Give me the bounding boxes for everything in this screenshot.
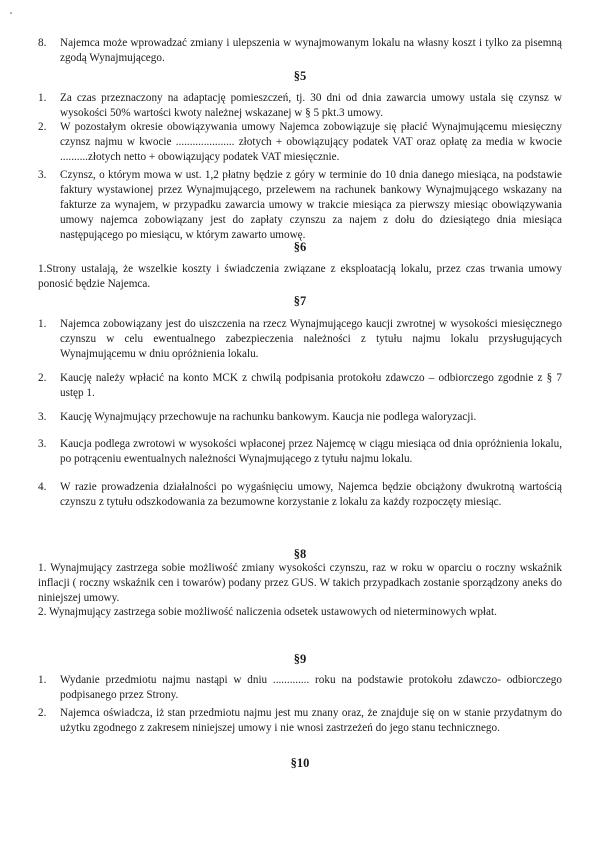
clause-text: Najemca oświadcza, iż stan przedmiotu najmu jest mu znany oraz, że znajduje się on w stanie przydatnym do użytku zgodnego z zakresem niniejszej umowy i nie wnosi zastrzeżeń do jego stanu technicznego. (60, 707, 562, 734)
section-heading-6: §6 (293, 240, 307, 254)
clause-number: 2. (38, 121, 47, 133)
clause-8-1: 1. Wynajmujący zastrzega sobie możliwość zmiany wysokości czynszu, raz w roku w oparciu o roczny wskaźnik inflacji ( roczny wskaźnik cen i towarów) podany przez GUS. W takich przypadkach zostanie sporządzony aneks do niniejszej umowy. (38, 562, 562, 604)
clause-text: Czynsz, o którym mowa w ust. 1,2 płatny będzie z góry w terminie do 10 dnia danego miesiąca, na podstawie faktury wystawionej przez Wynajmującego, przelewem na rachunek bankowy Wynajmującego wskazany na fakturze za wynajem, w przypadku zawarcia umowy w trakcie miesiąca za pierwszy miesiąc obowiązywania umowy najemca zobowiązany jest do zapłaty czynszu za najem z dołu do dziesiątego dnia miesiąca następującego po miesiącu, w którym zawarto umowę. (60, 169, 562, 241)
clause-number: 1. (38, 92, 47, 104)
clause-5-2 (38, 120, 562, 165)
clause-7-3b (38, 437, 562, 467)
clause-text: Wydanie przedmiotu najmu nastąpi w dniu ............. roku na podstawie protokołu zdawczo- odbiorczego podpisanego przez Strony. (60, 674, 562, 701)
clause-number: 2. (38, 707, 47, 719)
clause-number: 1. (38, 674, 47, 686)
clause-5-1 (38, 91, 562, 121)
clause-8-2: 2. Wynajmujący zastrzega sobie możliwość naliczenia odsetek ustawowych od nieterminowych wpłat. (38, 606, 497, 618)
clause-7-2 (38, 371, 562, 401)
clause-number: 1. (38, 318, 47, 330)
clause-text: Kaucję Wynajmujący przechowuje na rachunku bankowym. Kaucja nie podlega waloryzacji. (60, 411, 477, 423)
clause-4-8 (38, 36, 562, 66)
clause-text: Kaucję należy wpłacić na konto MCK z chwilą podpisania protokołu zdawczo – odbiorczego zgodnie z § 7 ustęp 1. (60, 372, 562, 399)
clause-5-3 (38, 168, 562, 243)
clause-number: 3. (38, 411, 47, 423)
clause-7-4 (38, 480, 562, 510)
clause-9-2 (38, 706, 562, 736)
clause-6-1: 1.Strony ustalają, że wszelkie koszty i świadczenia związane z eksploatacją lokalu, przez czas trwania umowy ponosić będzie Najemca. (38, 263, 562, 290)
section-heading-10: §10 (290, 756, 310, 770)
clause-text: Najemca może wprowadzać zmiany i ulepszenia w wynajmowanym lokalu na własny koszt i tylko za pisemną zgodą Wynajmującego. (60, 37, 562, 64)
clause-7-1 (38, 317, 562, 362)
clause-text: W pozostałym okresie obowiązywania umowy Najemca zobowiązuje się płacić Wynajmującemu miesięczny czynsz najmu w kwocie ..................... złotych + obowiązujący podatek VAT oraz opłatę za media w kwocie ..........złotych netto + obowiązujący podatek VAT miesięcznie. (60, 121, 562, 163)
clause-number: 4. (38, 481, 47, 493)
section-heading-8: §8 (293, 547, 307, 561)
section-heading-5: §5 (293, 69, 307, 83)
clause-text: Kaucja podlega zwrotowi w wysokości wpłaconej przez Najemcę w ciągu miesiąca od dnia opróżnienia lokalu, po potrąceniu ewentualnych należności Wynajmującego z tytułu najmu lokalu. (60, 438, 562, 465)
clause-number: 3. (38, 438, 47, 450)
section-heading-9: §9 (293, 652, 307, 666)
clause-number: 3. (38, 169, 47, 181)
section-heading-7: §7 (293, 294, 307, 308)
clause-7-3 (38, 410, 562, 425)
clause-text: Najemca zobowiązany jest do uiszczenia na rzecz Wynajmującego kaucji zwrotnej w wysokości miesięcznego czynszu w celu ewentualnego zabezpieczenia należności z tytułu najmu lokalu przysługujących Wynajmującemu w dniu opróżnienia lokalu. (60, 318, 562, 360)
clause-number: 8. (38, 37, 47, 49)
scan-speck (10, 12, 12, 14)
clause-number: 2. (38, 372, 47, 384)
clause-9-1 (38, 673, 562, 703)
clause-text: Za czas przeznaczony na adaptację pomieszczeń, tj. 30 dni od dnia zawarcia umowy ustala się czynsz w wysokości 50% wartości kwoty należnej wskazanej w § 5 pkt.3 umowy. (60, 92, 562, 119)
clause-text: W razie prowadzenia działalności po wygaśnięciu umowy, Najemca będzie obciążony dwukrotną wartością czynszu z tytułu odszkodowania za bezumowne korzystanie z lokalu za każdy rozpoczęty miesiąc. (60, 481, 562, 508)
